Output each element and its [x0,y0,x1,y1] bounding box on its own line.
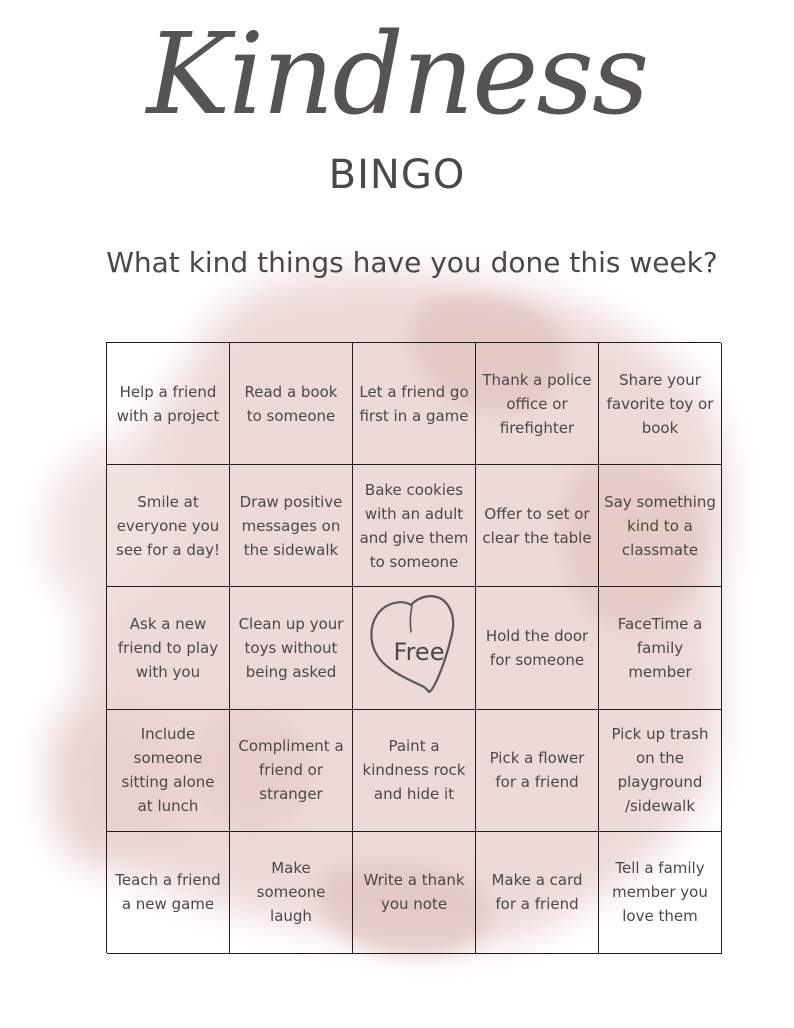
bingo-cell[interactable] [107,587,230,709]
bingo-cell-text: Share your favorite toy or book [606,370,714,437]
bingo-cell-text: Pick up trash on the playground /sidewalk [611,725,709,816]
bingo-cell-text: Draw positive messages on the sidewalk [239,492,343,559]
bingo-cell[interactable] [107,832,230,954]
bingo-cell[interactable] [476,710,599,832]
bingo-cell[interactable] [353,832,476,954]
bingo-cell[interactable] [230,465,353,587]
bingo-cell-text: Make a card for a friend [491,871,583,914]
bingo-cell-text: Compliment a friend or stranger [238,737,344,804]
bingo-cell[interactable] [476,465,599,587]
free-space-cell[interactable] [353,587,476,709]
bingo-cell[interactable] [353,343,476,465]
bingo-cell[interactable] [599,465,722,587]
bingo-cell[interactable] [353,710,476,832]
bingo-cell-text: Tell a family member you love them [612,859,708,926]
bingo-cell[interactable] [107,710,230,832]
bingo-cell[interactable] [599,710,722,832]
bingo-cell-text: Clean up your toys without being asked [238,614,344,681]
bingo-cell-text: Bake cookies with an adult and give them to someone [359,480,469,571]
bingo-cell-text: Paint a kindness rock and hide it [362,737,466,804]
bingo-cell[interactable] [353,465,476,587]
bingo-cell-text: Offer to set or clear the table [482,504,592,547]
bingo-cell-text: Include someone sitting alone at lunch [121,725,215,816]
bingo-cell-text: Read a book to someone [244,382,338,425]
bingo-cell[interactable] [230,587,353,709]
bingo-grid [106,342,721,953]
bingo-cell[interactable] [230,710,353,832]
bingo-cell[interactable] [230,343,353,465]
free-space-label: Free [393,637,445,666]
bingo-cell[interactable] [599,343,722,465]
bingo-cell-text: FaceTime a family member [617,614,703,681]
prompt-question: What kind things have you done this week? [106,246,718,279]
bingo-cell-text: Ask a new friend to play with you [117,614,219,681]
bingo-cell-text: Make someone laugh [256,859,326,926]
bingo-cell-text: Let a friend go first in a game [359,382,469,425]
bingo-cell[interactable] [476,587,599,709]
bingo-cell-text: Teach a friend a new game [115,871,221,914]
bingo-cell-text: Smile at everyone you see for a day! [116,492,220,559]
bingo-cell-text: Help a friend with a project [116,382,220,425]
bingo-cell[interactable] [107,343,230,465]
page-title: Kindness [146,10,648,140]
page-subtitle: BINGO [328,152,466,198]
bingo-cell[interactable] [599,832,722,954]
bingo-cell[interactable] [107,465,230,587]
bingo-cell-text: Hold the door for someone [485,626,589,669]
bingo-cell[interactable] [476,343,599,465]
bingo-cell-text: Say something kind to a classmate [604,492,716,559]
bingo-cell-text: Write a thank you note [363,871,465,914]
bingo-cell[interactable] [476,832,599,954]
bingo-cell[interactable] [599,587,722,709]
bingo-cell[interactable] [230,832,353,954]
bingo-cell-text: Thank a police office or firefighter [482,370,592,437]
bingo-cell-text: Pick a flower for a friend [489,749,585,792]
